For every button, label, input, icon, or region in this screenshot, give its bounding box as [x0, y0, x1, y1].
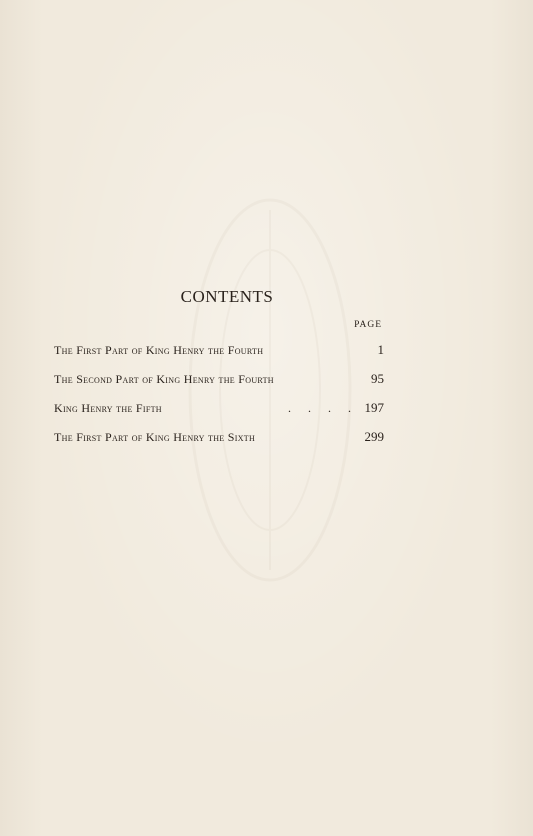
toc-entry [54, 422, 384, 451]
toc-entry [54, 335, 384, 364]
toc-entry-title: The First Part of King Henry the Fourth [54, 343, 264, 357]
toc-entry [54, 393, 384, 422]
toc-entry-page: 1 [377, 342, 384, 357]
toc-entry-leader: . . . . [288, 401, 358, 415]
table-of-contents [54, 284, 384, 451]
toc-entry-title: King Henry the Fifth [54, 401, 162, 415]
toc-entry-title: The First Part of King Henry the Sixth [54, 430, 256, 444]
toc-entry-page: 299 [364, 429, 384, 444]
contents-title: CONTENTS [180, 287, 274, 306]
toc-entry-page: 197 [364, 400, 384, 415]
page-column-heading: PAGE [354, 320, 382, 330]
toc-entry-title: The Second Part of King Henry the Fourth [54, 372, 274, 386]
toc-entry-page: 95 [371, 371, 384, 386]
toc-entry [54, 364, 384, 393]
